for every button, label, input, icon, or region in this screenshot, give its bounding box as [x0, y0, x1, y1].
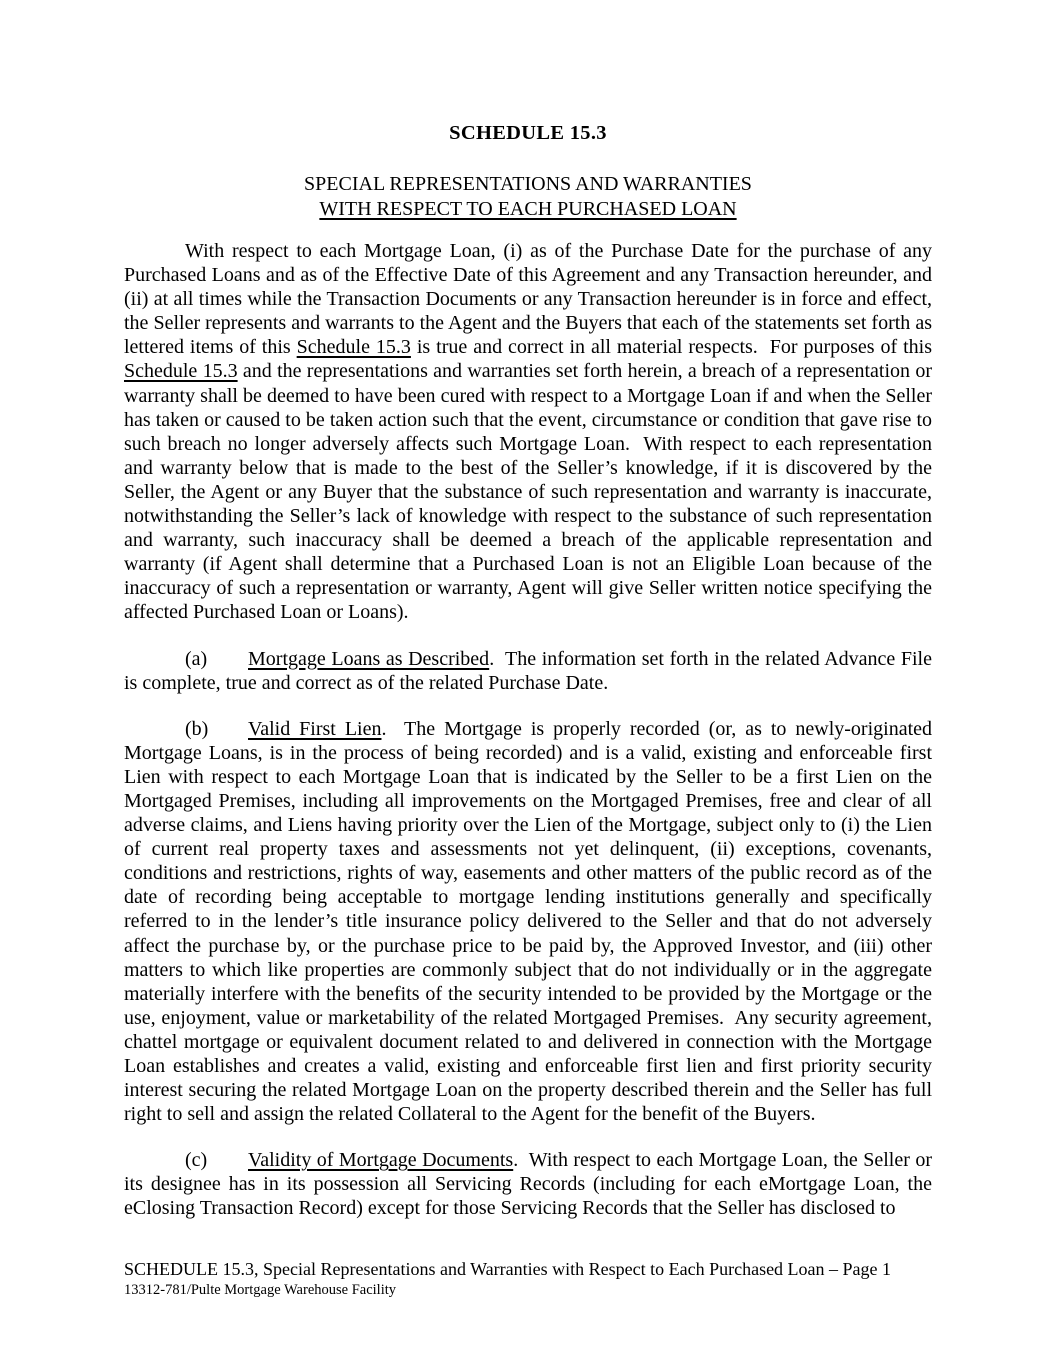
text-segment: and the representations and warranties set forth herein, a breach of a representation or warranty shall be deemed to have been cured with respect to a Mortgage Loan if and when the Seller has taken or caused to be taken action such that the event, circumstance or condition that gave rise to such breach no longer adversely affects such Mortgage Loan. With respect to each representation and warranty below that is made to the best of the Seller’s knowledge, if it is discovered by the Seller, the Agent or any Buyer that the substance of such representation and warranty is inaccurate, notwithstanding the Seller’s lack of knowledge with respect to the substance of such representation and warranty, such inaccuracy shall be deemed a breach of the applicable representation and warranty (if Agent shall determine that a Purchased Loan is not an Eligible Loan because of the inaccuracy of such a representation or warranty, Agent will give Seller written notice specifying the affected Purchased Loan or Loans). [124, 360, 932, 624]
document-body [124, 239, 932, 1221]
clause-label: (b) [185, 717, 209, 740]
intro-paragraph [124, 239, 932, 625]
page-footer [124, 1258, 932, 1299]
text-segment: . With respect to each Mortgage Loan, the Seller or its designee has in its possession all Servicing Records (including for each eMortgage Loan, the eClosing Transaction Record) except for those Servicing Records that the Seller has disclosed to [124, 1149, 932, 1220]
underlined-text-segment: Schedule 15.3 [296, 336, 411, 359]
document-heading [124, 172, 932, 221]
clause-c-paragraph [124, 1148, 932, 1220]
text-segment: . The Mortgage is properly recorded (or, as to newly-originated Mortgage Loans, is in the process of being recorded) and is a valid, existing and enforceable first Lien with respect to each Mortgage Loan that is indicated by the Seller to be a first Lien on the Mortgaged Premises, including all improvements on the Mortgaged Premises, free and clear of all adverse claims, and Liens having priority over the Lien of the Mortgage, subject only to (i) the Lien of current real property taxes and assessments not yet delinquent, (ii) exceptions, covenants, conditions and restrictions, rights of way, easements and other matters of the public record as of the date of recording being acceptable to mortgage lending institutions generally and specifically referred to in the lender’s title insurance policy delivered to the Seller and that do not adversely affect the purchase by, or the purchase price to be paid by, the Approved Investor, and (iii) other matters to which like properties are commonly subject that do not individually or in the aggregate materially interfere with the benefits of the security intended to be provided by the Mortgage or the use, enjoyment, value or marketability of the related Mortgaged Premises. Any security agreement, chattel mortgage or equivalent document related to and delivered in connection with the Mortgage Loan establishes and creates a valid, existing and enforceable first lien and first priority security interest securing the related Mortgage Loan on the property described therein and the Seller has full right to sell and assign the related Collateral to the Agent for the benefit of the Buyers. [124, 717, 933, 1126]
clause-label: (c) [185, 1149, 208, 1172]
heading-line-2: WITH RESPECT TO EACH PURCHASED LOAN [319, 197, 737, 220]
underlined-text-segment: Schedule 15.3 [124, 360, 238, 383]
document-content [124, 0, 932, 1221]
heading-line-1: SPECIAL REPRESENTATIONS AND WARRANTIES [304, 173, 752, 195]
underlined-text-segment: Validity of Mortgage Documents [248, 1149, 514, 1172]
footer-matter-reference: 13312-781/Pulte Mortgage Warehouse Facility [124, 1282, 397, 1298]
text-segment: is true and correct in all material respects. For purposes of this [410, 336, 932, 359]
schedule-title: SCHEDULE 15.3 [449, 122, 607, 144]
clause-label: (a) [185, 647, 208, 670]
underlined-text-segment: Valid First Lien [248, 717, 382, 740]
clause-a-paragraph [124, 647, 932, 695]
underlined-text-segment: Mortgage Loans as Described [248, 647, 490, 670]
footer-schedule-reference: SCHEDULE 15.3, Special Representations and Warranties with Respect to Each Purchased Loan – Page 1 [124, 1259, 892, 1279]
text-segment: With respect to each Mortgage Loan, (i) as of the Purchase Date for the purchase of any Purchased Loans and as of the Effective Date of this Agreement and any Transaction hereunder, and (ii) at all times while the Transaction Documents or any Transaction hereunder is in force and effect, the Seller represents and warrants to the Agent and the Buyers that each of the statements set forth as lettered items of this [124, 240, 932, 359]
text-segment: . The information set forth in the related Advance File is complete, true and correct as of the related Purchase Date. [124, 647, 932, 694]
clause-b-paragraph [124, 717, 932, 1127]
